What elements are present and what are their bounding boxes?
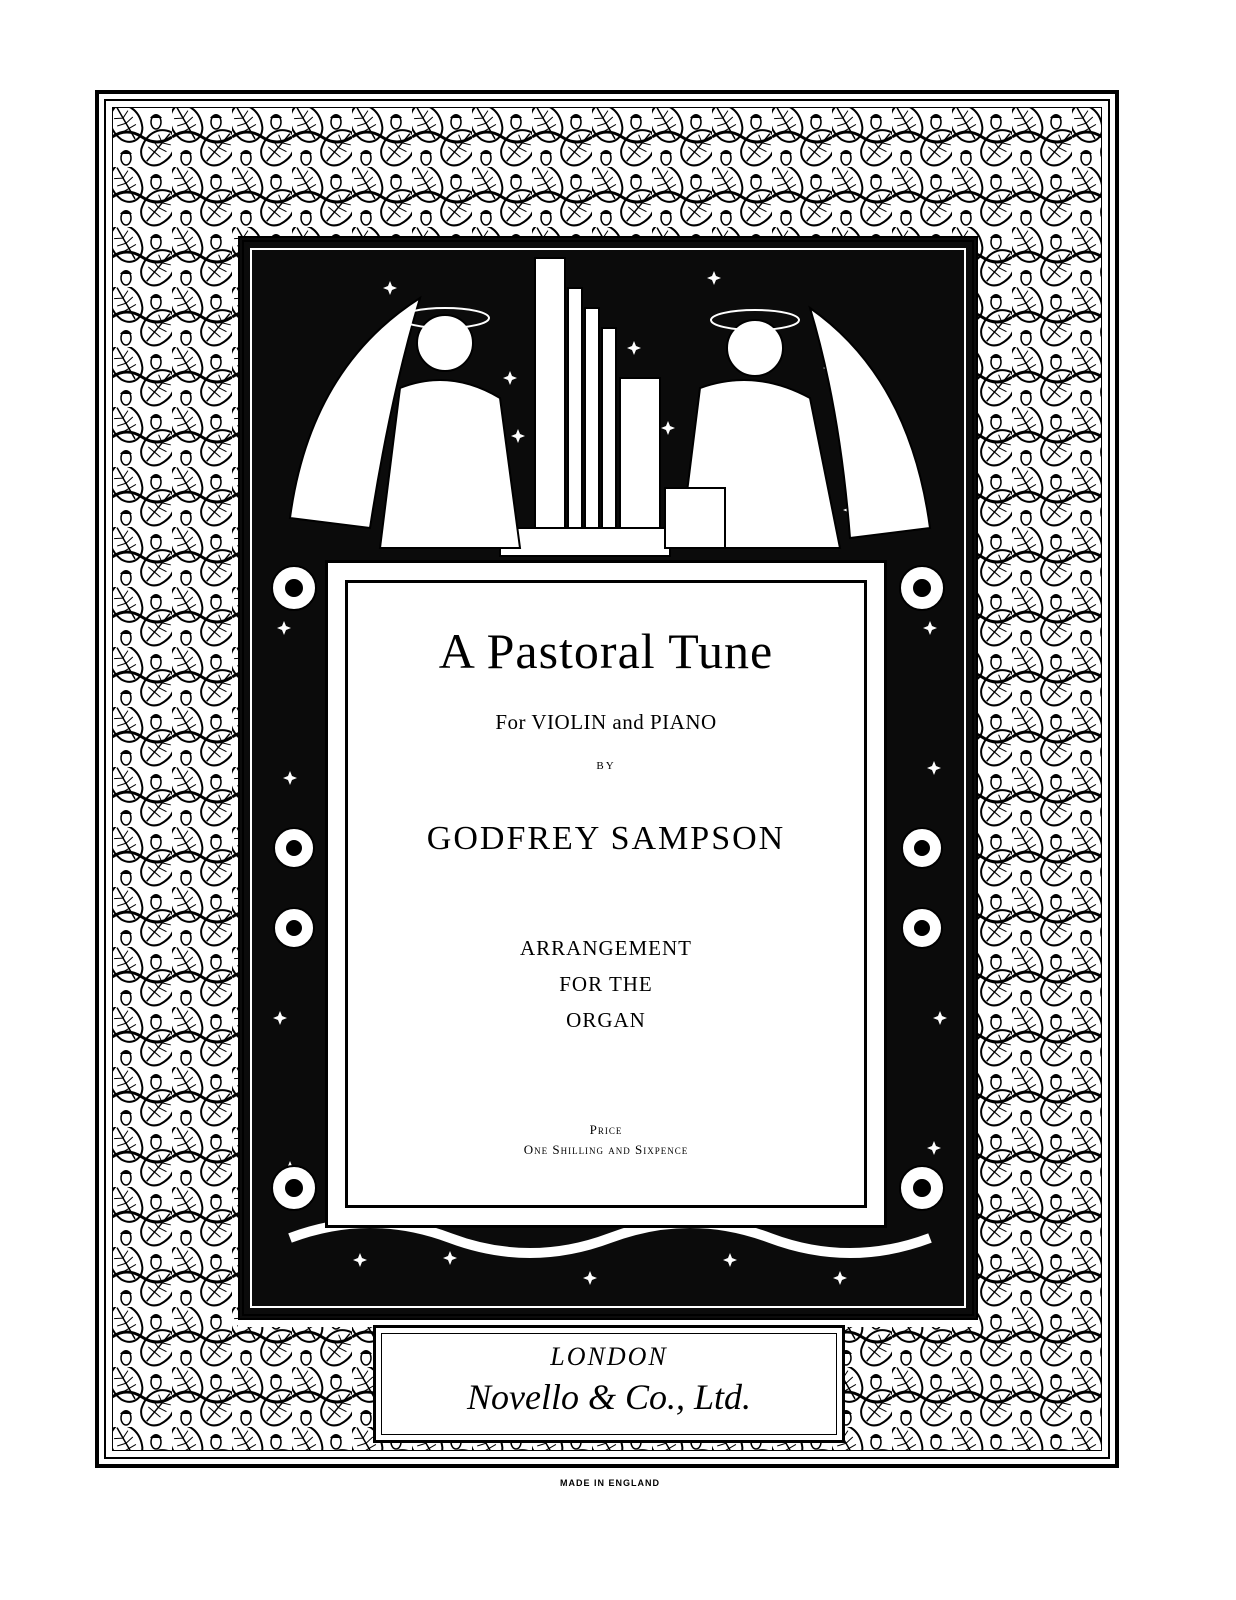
price-label: Price xyxy=(589,1122,623,1137)
angel-turning-pages-icon xyxy=(665,308,930,548)
publisher-city: LONDON xyxy=(550,1342,668,1371)
arrangement-line-3: ORGAN xyxy=(566,1008,646,1032)
instrumentation: For VIOLIN and PIANO xyxy=(495,710,717,734)
publisher-name: Novello & Co., Ltd. xyxy=(466,1377,751,1417)
page-title: A Pastoral Tune xyxy=(438,623,774,679)
arrangement-line-2: FOR THE xyxy=(559,972,653,996)
angel-organist-icon xyxy=(290,298,520,548)
price-value: One Shilling and Sixpence xyxy=(523,1142,689,1157)
composer-name: GODFREY SAMPSON xyxy=(426,820,786,857)
organ-pipes-icon xyxy=(500,258,670,556)
by-label: BY xyxy=(596,760,616,772)
made-in-label: MADE IN ENGLAND xyxy=(560,1478,660,1488)
arrangement-line-1: ARRANGEMENT xyxy=(520,936,692,960)
